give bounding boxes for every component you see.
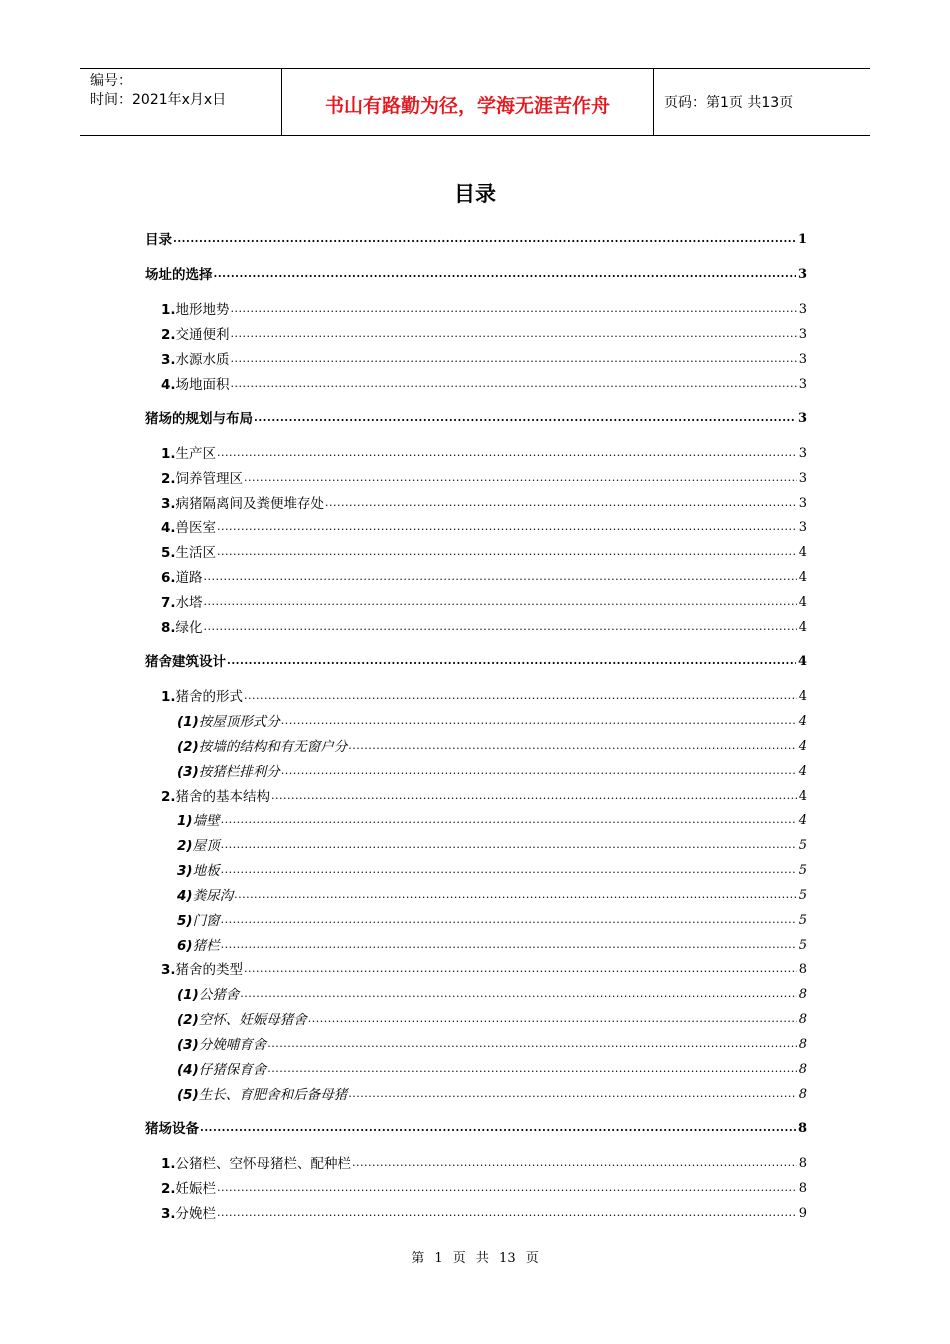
toc-leader-dots [221,913,797,927]
toc-entry[interactable] [145,228,807,250]
toc-entry-text: 地形地势 [175,302,230,318]
toc-leader-dots [254,411,796,425]
toc-entry-number: (4) [177,1062,199,1078]
toc-entry[interactable] [145,710,807,732]
toc-entry-text: 屋顶 [192,838,220,854]
toc-entry[interactable] [145,1152,807,1174]
toc-leader-dots [231,352,797,366]
toc-entry-page-number: 8 [798,1087,807,1102]
toc-entry-label [161,787,270,807]
toc-entry-label [177,936,220,956]
toc-leader-dots [231,302,797,316]
toc-entry[interactable] [145,492,807,514]
toc-leader-dots [217,446,797,460]
toc-entry-page-number: 9 [798,1206,807,1221]
toc-entry-label [161,1179,216,1199]
toc-entry-label [177,1035,266,1055]
toc-leader-dots [204,595,797,609]
toc-entry-page-number: 3 [798,327,807,342]
toc-leader-dots [234,888,797,902]
toc-entry-number: 1. [161,1156,176,1172]
toc-entry-label [177,737,347,757]
toc-entry-page-number: 4 [798,689,807,704]
toc-leader-dots [221,838,797,852]
toc-entry[interactable] [145,263,807,285]
toc-entry-number: (3) [177,764,199,780]
toc-entry[interactable] [145,760,807,782]
toc-entry-text: 交通便利 [175,327,230,343]
toc-entry[interactable] [145,566,807,588]
toc-entry[interactable] [145,467,807,489]
toc-entry[interactable] [145,809,807,831]
toc-entry-number: 4. [161,520,176,536]
toc-entry-number: 3) [177,863,193,879]
toc-leader-dots [308,1012,797,1026]
toc-leader-dots [281,714,797,728]
toc-entry-page-number: 3 [798,377,807,392]
toc-leader-dots [217,1181,797,1195]
toc-leader-dots [271,789,797,803]
toc-entry-page-number: 3 [798,496,807,511]
toc-leader-dots [267,1037,796,1051]
toc-entry-page-number: 4 [798,739,807,754]
toc-entry[interactable] [145,1117,807,1139]
toc-entry-page-number: 1 [797,232,807,247]
toc-entry-page-number: 3 [798,352,807,367]
toc-entry-text: 按猪栏排利分 [198,764,280,780]
toc-leader-dots [240,987,796,1001]
toc-entry[interactable] [145,298,807,320]
toc-entry-label [177,836,220,856]
toc-leader-dots [267,1062,796,1076]
toc-entry-text: 猪舍的基本结构 [175,789,271,805]
toc-entry-text: 墙壁 [192,813,220,829]
toc-entry[interactable] [145,373,807,395]
toc-entry[interactable] [145,650,807,672]
toc-entry-number: 2) [177,838,193,854]
toc-entry-label [177,1010,307,1030]
toc-entry-number: 1. [161,446,176,462]
toc-leader-dots [281,764,797,778]
toc-entry-text: 水塔 [175,595,203,611]
toc-entry[interactable] [145,442,807,464]
toc-entry-label [161,568,203,588]
toc-entry-page-number: 4 [798,620,807,635]
toc-leader-dots [204,620,797,634]
toc-entry-number: 1. [161,689,176,705]
toc-entry-number: 2. [161,471,176,487]
toc-entry-number: 2. [161,789,176,805]
toc-entry-text: 按屋顶形式分 [198,714,280,730]
toc-entry[interactable] [145,407,807,429]
toc-entry-number: 5) [177,913,193,929]
toc-entry-label [145,409,253,429]
toc-leader-dots [214,267,796,281]
toc-entry-text: 地板 [192,863,220,879]
toc-entry[interactable] [145,834,807,856]
toc-entry[interactable] [145,1083,807,1105]
toc-leader-dots [227,654,796,668]
toc-entry-page-number: 5 [798,938,807,953]
toc-leader-dots [352,1156,797,1170]
toc-entry-label [177,861,220,881]
toc-leader-dots [231,377,797,391]
toc-entry-text: 猪舍的形式 [175,689,244,705]
toc-entry[interactable] [145,983,807,1005]
toc-entry-label [161,618,203,638]
toc-entry[interactable] [145,323,807,345]
toc-entry-page-number: 4 [798,545,807,560]
toc-entry-text: 场地面积 [175,377,230,393]
toc-entry-text: 病猪隔离间及粪便堆存处 [175,496,325,512]
toc-entry-text: 公猪栏、空怀母猪栏、配种栏 [175,1156,352,1172]
toc-leader-dots [221,813,797,827]
toc-entry-label [161,1154,351,1174]
toc-leader-dots [204,570,797,584]
toc-entry-page-number: 8 [798,987,807,1002]
toc-entry-text: 生长、育肥舍和后备母猪 [198,1087,348,1103]
toc-entry-text: 公猪舍 [198,987,240,1003]
toc-entry-page-number: 8 [798,1062,807,1077]
toc-entry[interactable] [145,785,807,807]
toc-entry[interactable] [145,541,807,563]
toc-entry-page-number: 4 [798,570,807,585]
toc-entry-label [177,1085,347,1105]
toc-entry-number: 2. [161,327,176,343]
toc-entry-label [161,469,243,489]
toc-entry[interactable] [145,735,807,757]
toc-entry-page-number: 3 [797,267,807,282]
toc-entry-number: 1. [161,302,176,318]
toc-entry-text: 生活区 [175,545,217,561]
toc-entry-label [161,444,216,464]
toc-entry-number: 4. [161,377,176,393]
toc-entry-page-number: 5 [798,838,807,853]
toc-entry-label [145,230,172,250]
toc-leader-dots [221,938,797,952]
toc-leader-dots [200,1121,796,1135]
toc-entry-number: 1) [177,813,193,829]
toc-entry-number: 3. [161,1206,176,1222]
toc-entry-page-number: 4 [798,813,807,828]
toc-leader-dots [244,962,797,976]
toc-entry-text: 分娩哺育舍 [198,1037,267,1053]
toc-entry-text: 猪场设备 [145,1121,199,1137]
toc-entry-label [161,543,216,563]
toc-leader-dots [217,520,797,534]
toc-entry-number: 5. [161,545,176,561]
toc-entry-label [177,886,233,906]
toc-entry-text: 仔猪保育舍 [198,1062,267,1078]
toc-entry-page-number: 5 [798,913,807,928]
toc-entry-label [161,300,230,320]
toc-entry-label [177,762,280,782]
toc-entry-page-number: 4 [798,595,807,610]
page-header [80,68,870,136]
toc-entry-text: 绿化 [175,620,203,636]
toc-entry-page-number: 5 [798,863,807,878]
toc-entry-label [145,1119,199,1139]
header-code-label: 编号： [90,73,132,89]
toc-entry-number: 8. [161,620,176,636]
header-motto: 书山有路勤为径，学海无涯苦作舟 [281,69,654,135]
toc-entry-number: 7. [161,595,176,611]
toc-entry-text: 猪舍的类型 [175,962,244,978]
toc-entry-text: 按墙的结构和有无窗户分 [198,739,348,755]
toc-entry[interactable] [145,348,807,370]
toc-entry[interactable] [145,616,807,638]
toc-entry[interactable] [145,1177,807,1199]
toc-leader-dots [244,689,797,703]
header-meta [80,69,281,135]
toc-entry-text: 目录 [145,232,172,248]
toc-entry-label [161,960,243,980]
toc-entry-page-number: 4 [797,654,807,669]
header-page-info: 页码：第1页 共13页 [664,95,794,111]
toc-entry-page-number: 8 [798,1012,807,1027]
toc-entry-page-number: 3 [797,411,807,426]
toc-entry-text: 猪栏 [192,938,220,954]
toc-entry-label [161,325,230,345]
toc-entry-label [177,985,239,1005]
toc-entry-number: (2) [177,1012,199,1028]
toc-entry[interactable] [145,516,807,538]
toc-entry-text: 空怀、妊娠母猪舍 [198,1012,307,1028]
toc-entry-label [161,593,203,613]
toc-leader-dots [244,471,797,485]
toc-entry-number: 4) [177,888,193,904]
toc-entry[interactable] [145,859,807,881]
toc-entry-text: 门窗 [192,913,220,929]
toc-entry-number: (1) [177,714,199,730]
toc-entry-text: 粪尿沟 [192,888,234,904]
toc-title: 目录 [454,182,496,206]
toc-entry-number: (3) [177,1037,199,1053]
toc-entry-text: 分娩栏 [175,1206,217,1222]
toc-entry-page-number: 3 [798,520,807,535]
toc-entry-text: 猪场的规划与布局 [145,411,253,427]
toc-entry-page-number: 3 [798,446,807,461]
toc-entry[interactable] [145,1058,807,1080]
toc-entry-page-number: 8 [798,1037,807,1052]
toc-entry[interactable] [145,934,807,956]
toc-entry-number: (5) [177,1087,199,1103]
toc-entry[interactable] [145,685,807,707]
page-footer: 第 1 页 共 13 页 [411,1251,539,1266]
toc-entry-label [161,1204,216,1224]
toc-entry-label [177,712,280,732]
toc-entry[interactable] [145,591,807,613]
toc-entry-page-number: 4 [798,714,807,729]
toc-entry-label [177,811,220,831]
toc-entry-text: 兽医室 [175,520,217,536]
toc-entry-label [145,265,213,285]
toc-entry[interactable] [145,884,807,906]
toc-entry-text: 水源水质 [175,352,230,368]
toc-entry-number: 3. [161,962,176,978]
toc-entry-label [161,350,230,370]
toc-entry-number: 2. [161,1181,176,1197]
toc-entry[interactable] [145,1008,807,1030]
toc-entry-page-number: 4 [798,764,807,779]
toc-entry-label [161,687,243,707]
toc-entry-label [161,494,324,514]
toc-entry-number: (2) [177,739,199,755]
toc-entry-page-number: 3 [798,302,807,317]
toc-entry-page-number: 8 [797,1121,807,1136]
toc-entry-number: 6. [161,570,176,586]
toc-leader-dots [348,739,796,753]
toc-entry-page-number: 8 [798,1181,807,1196]
toc-entry-text: 饲养管理区 [175,471,244,487]
toc-entry-text: 猪舍建筑设计 [145,654,226,670]
toc-leader-dots [173,232,796,246]
toc-leader-dots [231,327,797,341]
toc-entry[interactable] [145,958,807,980]
toc-leader-dots [217,1206,797,1220]
toc-entry-label [145,652,226,672]
toc-entry-number: 3. [161,496,176,512]
toc-entry-number: (1) [177,987,199,1003]
toc-entry[interactable] [145,1033,807,1055]
toc-entry-number: 3. [161,352,176,368]
toc-entry-page-number: 8 [798,962,807,977]
toc-entry-label [161,375,230,395]
toc-entry-text: 生产区 [175,446,217,462]
toc-entry-page-number: 5 [798,888,807,903]
toc-leader-dots [348,1087,796,1101]
toc-entry-text: 妊娠栏 [175,1181,217,1197]
toc-entry-label [177,1060,266,1080]
toc-entry-text: 场址的选择 [145,267,213,283]
toc-leader-dots [217,545,797,559]
toc-entry-page-number: 3 [798,471,807,486]
toc-entry-page-number: 4 [798,789,807,804]
toc-entry-page-number: 8 [798,1156,807,1171]
toc-entry-label [161,518,216,538]
toc-entry[interactable] [145,1202,807,1224]
toc-entry-number: 6) [177,938,193,954]
header-time-label: 时间：2021年x月x日 [90,92,227,108]
toc-leader-dots [325,496,797,510]
toc-entry-label [177,911,220,931]
toc-entry[interactable] [145,909,807,931]
toc-entry-text: 道路 [175,570,203,586]
toc-leader-dots [221,863,797,877]
